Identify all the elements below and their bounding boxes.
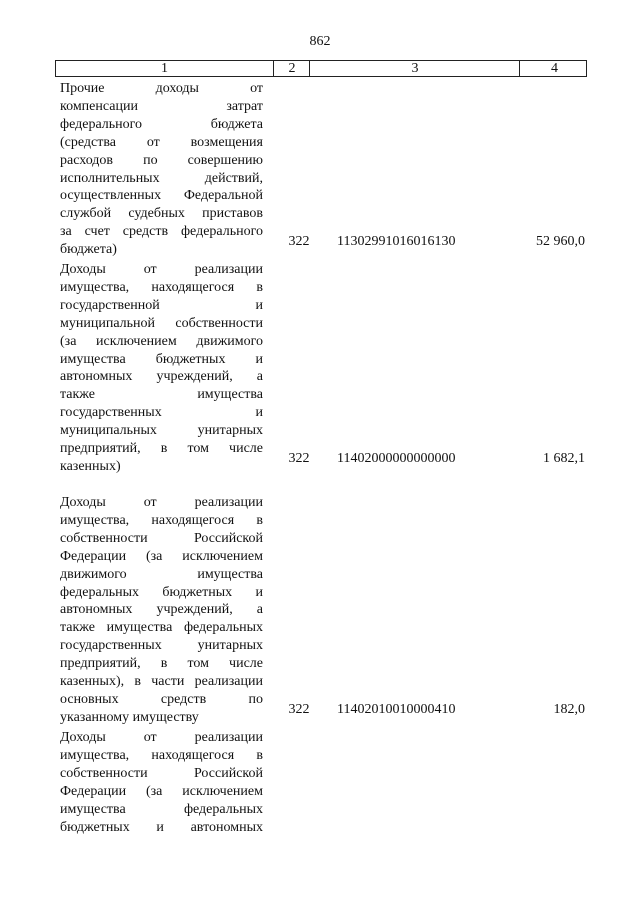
description-line: автономных учреждений, а [60, 369, 263, 385]
table-row-3-code: 322 [288, 702, 310, 717]
table-row-4-description [60, 729, 263, 836]
table-row-1-description [60, 80, 263, 259]
description-line: имущества, находящегося в [60, 512, 263, 528]
table-row-1-kbk: 11302991016016130 [337, 234, 456, 249]
column-header-3: 3 [309, 61, 520, 76]
description-line: автономных учреждений, а [60, 602, 263, 618]
description-line: имущества бюджетных и [60, 351, 263, 367]
description-line: имущества, находящегося в [60, 747, 263, 763]
description-line: государственных унитарных [60, 638, 263, 654]
description-line: бюджета) [60, 242, 117, 258]
description-line: Доходы от реализации [60, 495, 263, 510]
description-line: собственности Российской [60, 765, 263, 781]
column-header-2: 2 [273, 61, 310, 76]
description-line: Доходы от реализации [60, 730, 263, 745]
description-line: Федерации (за исключением [60, 783, 263, 799]
table-row-1-code: 322 [288, 234, 310, 249]
description-line: предприятий, в том числе [60, 656, 263, 672]
description-line: также имущества [60, 387, 263, 403]
description-line: (за исключением движимого [60, 333, 263, 349]
description-line: (средства от возмещения [60, 134, 263, 150]
description-line: Прочие доходы от [60, 81, 263, 96]
description-line: службой судебных приставов [60, 206, 263, 222]
description-line: исполнительных действий, [60, 170, 263, 186]
description-line: имущества федеральных [60, 801, 263, 817]
table-row-2-kbk: 11402000000000000 [337, 451, 456, 466]
table-row-1-sum: 52 960,0 [536, 234, 585, 249]
description-line: основных средств по [60, 691, 263, 707]
description-line: осуществленных Федеральной [60, 188, 263, 204]
description-line: государственной и [60, 297, 263, 313]
table-row-2-sum: 1 682,1 [543, 451, 585, 466]
description-line: Доходы от реализации [60, 262, 263, 277]
description-line: муниципальных унитарных [60, 423, 263, 439]
description-line: федерального бюджета [60, 116, 263, 132]
description-line: бюджетных и автономных [60, 819, 263, 835]
description-line: Федерации (за исключением [60, 548, 263, 564]
table-row-2-code: 322 [288, 451, 310, 466]
description-line: компенсации затрат [60, 98, 263, 114]
table-row-3-description [60, 494, 263, 727]
description-line: указанному имуществу [60, 709, 199, 725]
description-line: казенных), в части реализации [60, 674, 263, 690]
description-line: казенных) [60, 458, 121, 474]
description-line: расходов по совершению [60, 152, 263, 168]
table-row-2-description [60, 261, 263, 476]
table-row-3-sum: 182,0 [553, 702, 585, 717]
description-line: имущества, находящегося в [60, 279, 263, 295]
description-line: за счет средств федерального [60, 224, 263, 240]
page-number: 862 [309, 34, 331, 49]
description-line: движимого имущества [60, 566, 263, 582]
description-line: собственности Российской [60, 530, 263, 546]
description-line: федеральных бюджетных и [60, 584, 263, 600]
table-row-3-kbk: 11402010010000410 [337, 702, 456, 717]
column-header-1: 1 [161, 61, 168, 76]
description-line: предприятий, в том числе [60, 441, 263, 457]
description-line: государственных и [60, 405, 263, 421]
description-line: муниципальной собственности [60, 315, 263, 331]
column-header-4: 4 [519, 61, 589, 76]
description-line: также имущества федеральных [60, 620, 263, 636]
table-header-row [55, 60, 587, 77]
